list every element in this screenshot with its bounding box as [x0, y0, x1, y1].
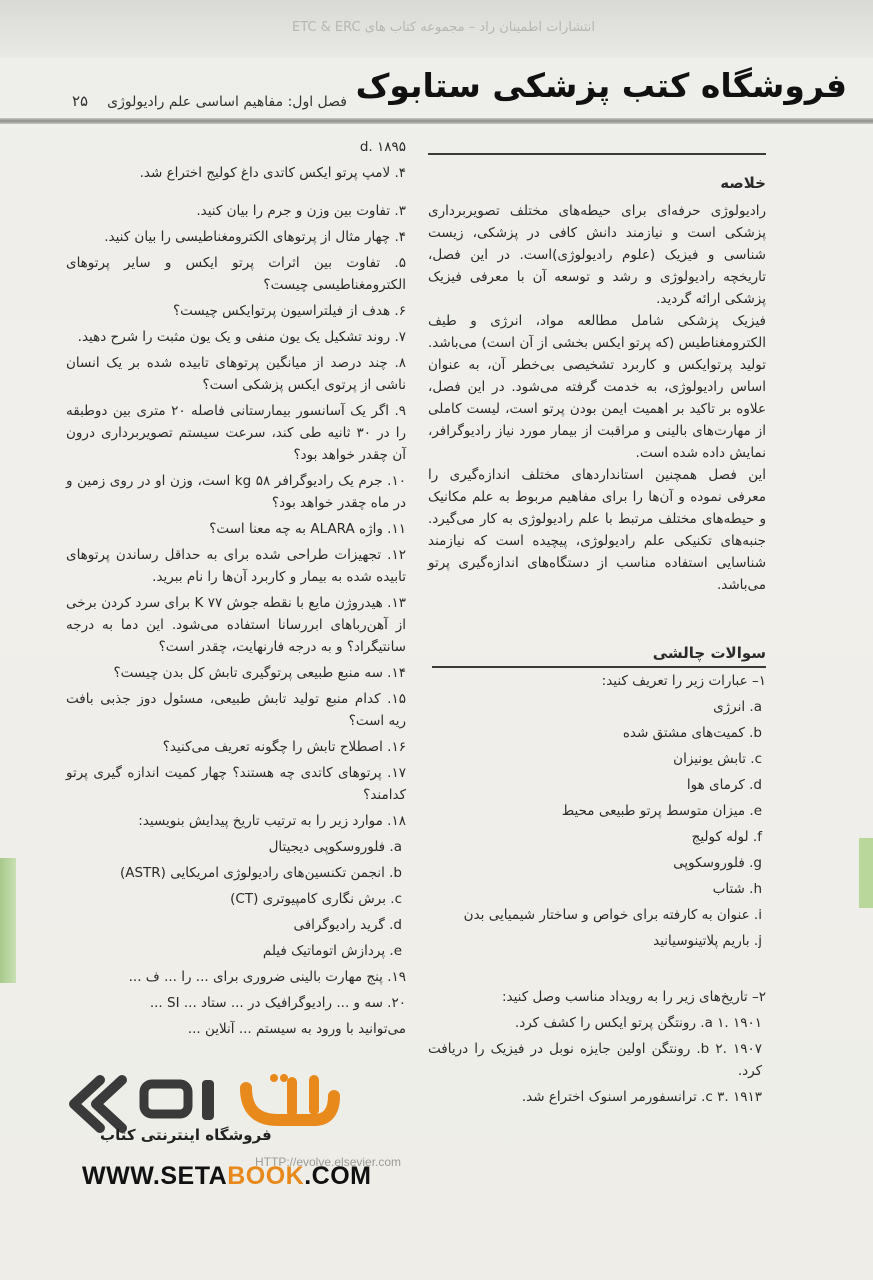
publisher-line: انتشارات اطمینان راد – مجموعه کتاب های ETC & ERC: [292, 20, 595, 35]
option-item: ۱۹۱۳ .c ۳. ترانسفورمر اسنوک اختراع شد.: [521, 1089, 762, 1105]
list-item: ۴. لامپ پرتو ایکس کاتدی داغ کولیج اختراع شد.: [139, 165, 406, 181]
summary-paragraph: فیزیک پزشکی شامل مطالعه مواد، انرژی و طیف الکترومغناطیس (که پرتو ایکس بخشی از آن است) می‌باشد. تولید پرتوایکس و کاربرد تشخیصی بی‌خطر آن، به عنوان اساس رادیولوژی، به خدمت گرفته می‌شود. در این فصل، علاوه بر تاکید بر اهمیت ایمن بودن پرتو است، لیست کاملی از مهارت‌های بالینی و مراقبت از بیمار مورد نیاز رادیوگرافر، نمایش داده شده است.: [428, 313, 766, 461]
section-rule-mid: [432, 666, 766, 668]
setabook-logo-icon: [66, 1072, 376, 1162]
option-item: d. گرید رادیوگرافی: [293, 917, 402, 933]
spacer: [428, 596, 766, 642]
header-rule: [0, 118, 873, 124]
list-item: ۷. روند تشکیل یک یون منفی و یک یون مثبت را شرح دهید.: [77, 329, 406, 345]
option-item: d. کرمای هوا: [686, 777, 762, 793]
option-item: a. انرژی: [713, 699, 762, 715]
option-item: c. برش نگاری کامپیوتری (CT): [230, 891, 402, 907]
list-item: ۱۳. هیدروژن مایع با نقطه جوش ۷۷ K برای سرد کردن برخی از آهن‌رباهای ابررسانا استفاده می‌شود. این دما به درجه سانتیگراد؟ و به درجه فارنهایت، چقدر است؟: [66, 595, 406, 655]
list-item: ۱۰. جرم یک رادیوگرافر ۵۸ kg است، وزن او در روی زمین و در ماه چقدر خواهد بود؟: [66, 473, 406, 511]
list-item: ۱۹. پنج مهارت بالینی ضروری برای ... را ... ف ...: [128, 969, 406, 985]
page-number: ۲۵: [72, 92, 89, 110]
url-accent: BOOK: [227, 1162, 305, 1190]
watermark-url[interactable]: [82, 1162, 371, 1191]
list-item: ۱۸۹۵ .d: [359, 139, 406, 155]
list-item: ۸. چند درصد از میانگین پرتوهای تابیده شده بر یک انسان ناشی از پرتوی ایکس پزشکی است؟: [66, 355, 406, 393]
option-item: b. کمیت‌های مشتق شده: [622, 725, 762, 741]
list-item: ۱۴. سه منبع طبیعی پرتوگیری تابش کل بدن چیست؟: [113, 665, 406, 681]
list-item: ۱۱. واژه ALARA به چه معنا است؟: [209, 521, 406, 537]
option-item: e. پردازش اتوماتیک فیلم: [262, 943, 402, 959]
summary-title: خلاصه: [720, 174, 766, 192]
option-item: i. عنوان به کارفته برای خواص و ساختار شیمیایی بدن: [463, 907, 762, 923]
list-item: ۲۰. سه و ... رادیوگرافیک در ... ستاد ... SI ...: [149, 995, 406, 1011]
question-intro: ۱– عبارات زیر را تعریف کنید:: [601, 673, 766, 689]
green-tab-right: [859, 838, 873, 908]
list-item: ۹. اگر یک آسانسور بیمارستانی فاصله ۲۰ متری بین دوطبقه را در ۳۰ ثانیه طی کند، سرعت سیستم تصویربرداری درون آن چقدر خواهد بود؟: [66, 403, 406, 463]
left-column: [66, 136, 406, 1044]
option-item: f. لوله کولیج: [691, 829, 762, 845]
option-item: h. شتاب: [712, 881, 762, 897]
option-item: ۱۹۰۱ .a ۱. رونتگن پرتو ایکس را کشف کرد.: [514, 1015, 762, 1031]
question-intro: ۲– تاریخ‌های زیر را به رویداد مناسب وصل کنید:: [501, 989, 766, 1005]
list-item: ۵. تفاوت بین اثرات پرتو ایکس و سایر پرتوهای الکترومغناطیسی چیست؟: [66, 255, 406, 293]
list-item: ۱۲. تجهیزات طراحی شده برای به حداقل رساندن پرتوهای تابیده شده به بیمار و کاربرد آن‌ها را نام ببرید.: [66, 547, 406, 585]
option-item: j. باریم پلاتینوسیانید: [653, 933, 762, 949]
option-item: b. انجمن تکنسین‌های رادیولوژی امریکایی (ASTR): [119, 865, 402, 881]
chapter-title: فصل اول: مفاهیم اساسی علم رادیولوژی: [107, 94, 347, 110]
option-item: ۱۹۰۷ .b ۲. رونتگن اولین جایزه نوبل در فیزیک را دریافت کرد.: [428, 1041, 762, 1079]
list-item: ۱۶. اصطلاح تابش را چگونه تعریف می‌کنید؟: [162, 739, 406, 755]
spacer: [428, 956, 766, 986]
summary-paragraph: این فصل همچنین استانداردهای مختلف اندازه‌گیری را معرفی نموده و آن‌ها را برای مفاهیم مربوط به علم مکانیک و حیطه‌های مختلف مرتبط با علم رادیولوژی به کار می‌گیرد. جنبه‌های تکنیکی علم رادیولوژی، پیچیده است که نیازمند شناسایی استفاده مناسب از دستگاه‌های اندازه‌گیری پرتو می‌باشد.: [428, 467, 766, 593]
right-column: [428, 172, 766, 1112]
list-item: می‌توانید با ورود به سیستم ... آنلاین ...: [187, 1021, 406, 1037]
url-suffix: .COM: [304, 1162, 372, 1190]
list-item: ۱۷. پرتوهای کاتدی چه هستند؟ چهار کمیت اندازه گیری پرتو کدامند؟: [66, 765, 406, 803]
option-item: a. فلوروسکوپی دیجیتال: [268, 839, 402, 855]
list-item: ۱۵. کدام منبع تولید تابش طبیعی، مسئول دوز جذبی بافت ریه است؟: [66, 691, 406, 729]
store-title: فروشگاه کتب پزشکی ستابوک: [355, 66, 847, 105]
section-rule-top: [428, 153, 766, 155]
summary-paragraph: رادیولوژی حرفه‌ای برای حیطه‌های مختلف تصویربرداری پزشکی است و نیازمند دانش کافی در پزشکی، زیست شناسی و فیزیک (علوم رادیولوژی)است. در این فصل، تاریخچه رادیولوژی و رشد و توسعه آن با معرفی فیزیک پزشکی ارائه گردید.: [428, 203, 766, 307]
challenge-title: سوالات چالشی: [652, 644, 766, 662]
watermark-tagline: فروشگاه اینترنتی کتاب: [100, 1126, 272, 1144]
green-tab-left: [0, 858, 16, 983]
option-item: c. تابش یونیزان: [673, 751, 762, 767]
list-item: ۴. چهار مثال از پرتوهای الکترومغناطیسی را بیان کنید.: [104, 229, 406, 245]
list-item: ۱۸. موارد زیر را به ترتیب تاریخ پیدایش بنویسید:: [138, 813, 406, 829]
option-item: e. میزان متوسط پرتو طبیعی محیط: [561, 803, 762, 819]
evolve-url: HTTP://evolve.elsevier.com: [255, 1155, 402, 1169]
list-item: ۶. هدف از فیلتراسیون پرتوایکس چیست؟: [172, 303, 406, 319]
option-item: g. فلوروسکوپی: [673, 855, 762, 871]
list-item: ۳. تفاوت بین وزن و جرم را بیان کنید.: [196, 203, 406, 219]
top-banner: [0, 0, 873, 58]
spacer: [66, 188, 406, 200]
url-prefix: WWW.SETA: [82, 1162, 228, 1190]
